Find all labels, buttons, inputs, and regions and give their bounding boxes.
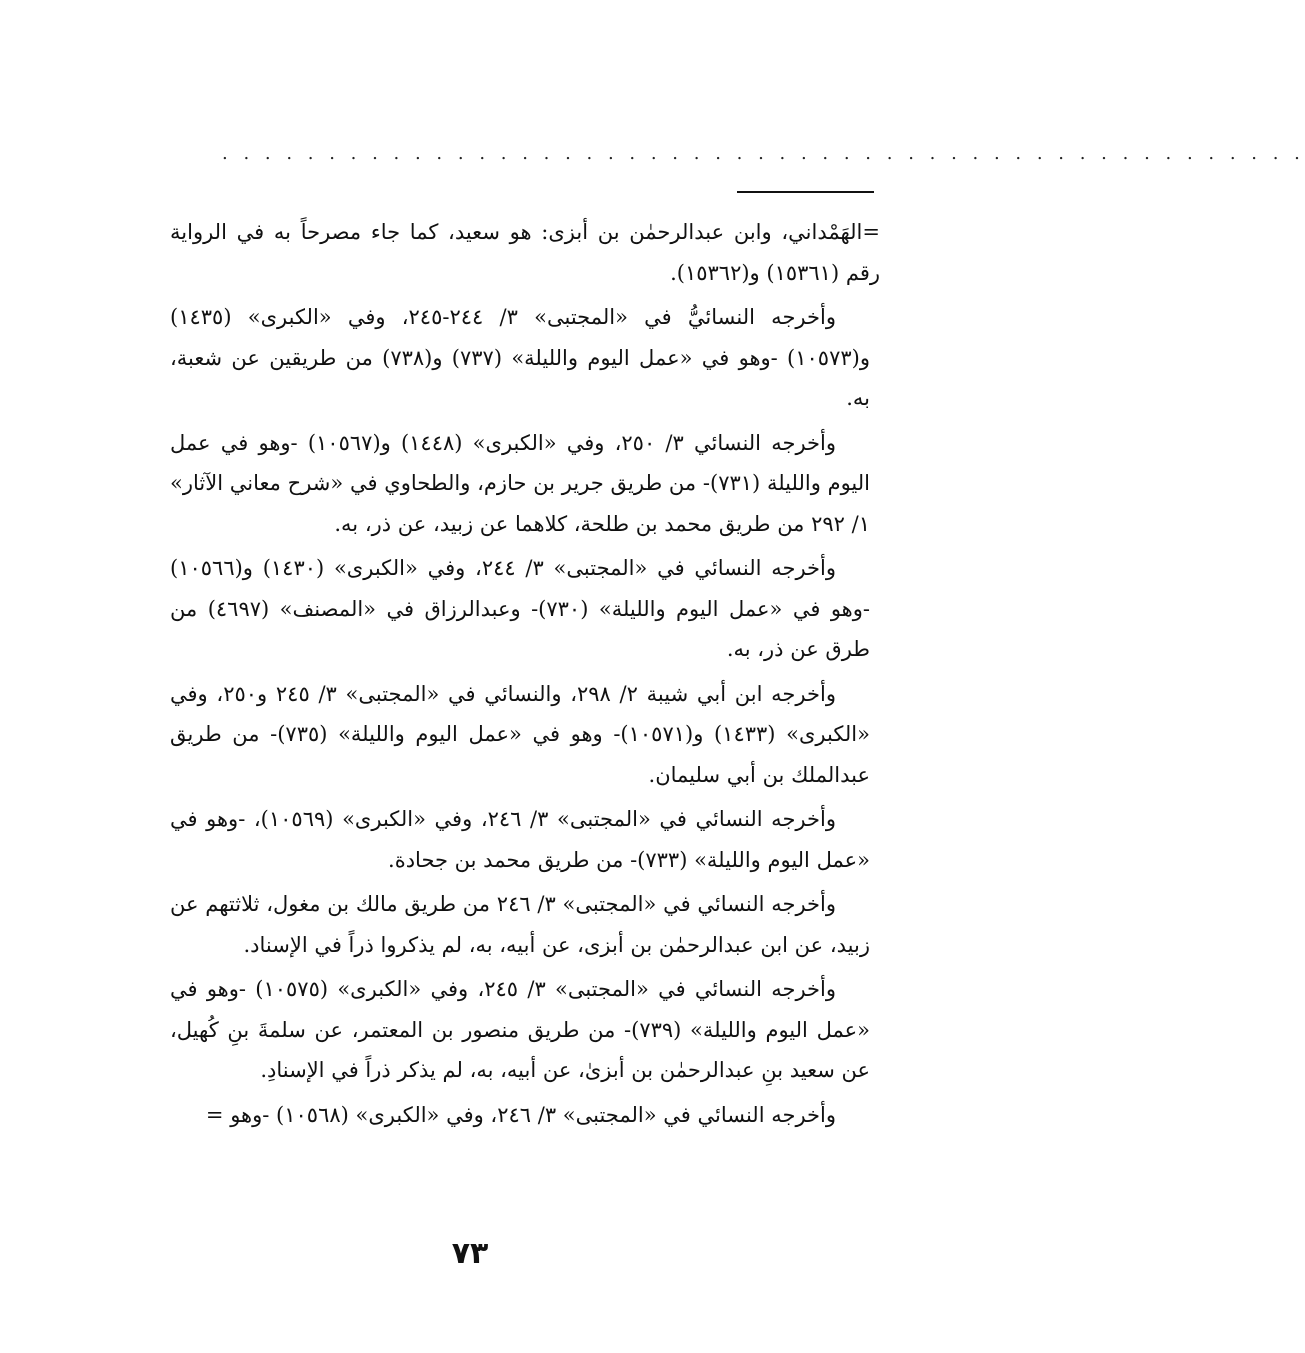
footnote-paragraph: وأخرجه النسائي في «المجتبى» ٣/ ٢٤٦ من طريق مالك بن مغول، ثلاثتهم عن زبيد، عن ابن عبدالرحمٰن بن أبزى، عن أبيه، به، لم يذكروا ذراً في الإسناد. xyxy=(170,892,870,957)
footnote-rule xyxy=(737,191,874,193)
footnote-paragraph: =الهَمْداني، وابن عبدالرحمٰن بن أبزى: هو سعيد، كما جاء مصرحاً به في الرواية رقم (١٥٣٦١) و(١٥٣٦٢). xyxy=(170,220,880,285)
page-number: ٧٣ xyxy=(451,1236,489,1271)
footnote-paragraph: وأخرجه ابن أبي شيبة ٢/ ٢٩٨، والنسائي في «المجتبى» ٣/ ٢٤٥ و٢٥٠، وفي «الكبرى» (١٤٣٣) و(١٠٥٧١)- وهو في «عمل اليوم والليلة» (٧٣٥)- من طريق عبدالملك بن أبي سليمان. xyxy=(170,681,870,787)
footnote-paragraph: وأخرجه النسائي في «المجتبى» ٣/ ٢٤٦، وفي «الكبرى» (١٠٥٦٩)، -وهو في «عمل اليوم والليلة» (٧٣٣)- من طريق محمد بن جحادة. xyxy=(170,807,870,872)
footnote-paragraph: وأخرجه النسائي ٣/ ٢٥٠، وفي «الكبرى» (١٤٤٨) و(١٠٥٦٧) -وهو في عمل اليوم والليلة (٧٣١)- من طريق جرير بن حازم، والطحاوي في «شرح معاني الآثار» ١/ ٢٩٢ من طريق محمد بن طلحة، كلاهما عن زبيد، عن ذر، به. xyxy=(170,430,871,536)
footnotes-block xyxy=(170,212,880,1139)
footnote-paragraph: وأخرجه النسائي في «المجتبى» ٣/ ٢٤٤، وفي «الكبرى» (١٤٣٠) و(١٠٥٦٦) -وهو في «عمل اليوم والليلة» (٧٣٠)- وعبدالرزاق في «المصنف» (٤٦٩٧) من طرق عن ذر، به. xyxy=(170,556,870,661)
separator-dots: . . . . . . . . . . . . . . . . . . . . . . . . . . . . . . . . . . . . . . . . . . . . . . . . . . . xyxy=(222,143,1305,164)
footnote-paragraph: وأخرجه النسائي في «المجتبى» ٣/ ٢٤٦، وفي «الكبرى» (١٠٥٦٨) -وهو = xyxy=(205,1102,836,1127)
footnote-paragraph: وأخرجه النسائيُّ في «المجتبى» ٣/ ٢٤٤-٢٤٥، وفي «الكبرى» (١٤٣٥) و(١٠٥٧٣) -وهو في «عمل اليوم والليلة» (٧٣٧) و(٧٣٨) من طريقين عن شعبة، به. xyxy=(170,305,870,410)
footnote-paragraph: وأخرجه النسائي في «المجتبى» ٣/ ٢٤٥، وفي «الكبرى» (١٠٥٧٥) -وهو في «عمل اليوم والليلة» (٧٣٩)- من طريق منصور بن المعتمر، عن سلمةَ بنِ كُهيل، عن سعيد بنِ عبدالرحمٰن بن أبزىٰ، عن أبيه، به، لم يذكر ذراً في الإسنادِ. xyxy=(170,977,870,1082)
